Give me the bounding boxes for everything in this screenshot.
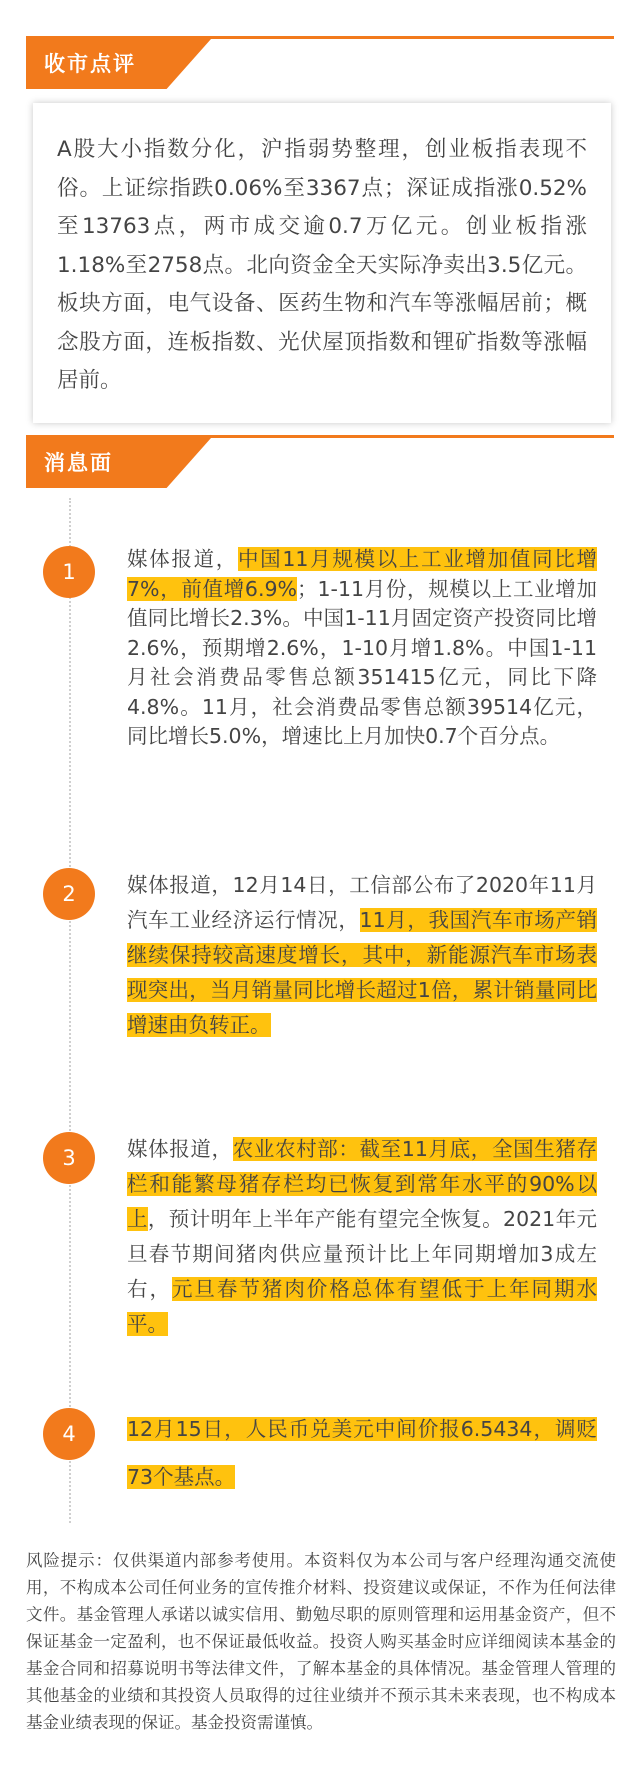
news-item-2 (127, 868, 597, 1043)
news-item-4 (127, 1405, 597, 1501)
risk-disclaimer: 风险提示：仅供渠道内部参考使用。本资料仅为本公司与客户经理沟通交流使用，不构成本公司任何业务的宣传推介材料、投资建议或保证，不作为任何法律文件。基金管理人承诺以诚实信用、勤勉尽职的原则管理和运用基金资产，但不保证基金一定盈利，也不保证最低收益。投资人购买基金时应详细阅读本基金的基金合同和招募说明书等法律文件，了解本基金的具体情况。基金管理人管理的其他基金的业绩和其投资人员取得的过往业绩并不预示其未来表现，也不构成本基金业绩表现的保证。基金投资需谨慎。 (26, 1551, 616, 1732)
news-highlight: 中国11月规模以上工业增加值同比增7%，前值增6.9% (127, 547, 597, 601)
news-highlight: 11月，我国汽车市场产销继续保持较高速度增长，其中，新能源汽车市场表现突出，当月销量同比增长超过1倍，累计销量同比增速由负转正。 (127, 908, 598, 1037)
news-text-part: ，预计明年上半年产能有望完全恢复。2021年元旦春节期间猪肉供应量预计比上年同期增加3成左右， (127, 1207, 598, 1301)
market-review-text: A股大小指数分化，沪指弱势整理，创业板指表现不俗。上证综指跌0.06%至3367点；深证成指涨0.52%至13763点，两市成交逾0.7万亿元。创业板指涨1.18%至2758点。北向资金全天实际净卖出3.5亿元。板块方面，电气设备、医药生物和汽车等涨幅居前；概念股方面，连板指数、光伏屋顶指数和锂矿指数等涨幅居前。 (57, 137, 587, 393)
section-title-market-review: 收市点评 (44, 52, 136, 76)
market-review-box (33, 103, 611, 423)
news-highlight: 12月15日，人民币兑美元中间价报6.5434，调贬73个基点。 (127, 1417, 597, 1489)
news-number-badge: 4 (43, 1408, 95, 1460)
news-number-badge: 1 (43, 546, 95, 598)
news-text-part: ；1-11月份，规模以上工业增加值同比增长2.3%。中国1-11月固定资产投资同比增2.6%，预期增2.6%，1-10月增1.8%。中国1-11月社会消费品零售总额351415亿元，同比下降4.8%。11月，社会消费品零售总额39514亿元，同比增长5.0%，增速比上月加快0.7个百分点。 (127, 576, 597, 748)
news-number-badge: 3 (43, 1132, 95, 1184)
news-number-badge: 2 (43, 868, 95, 920)
news-highlight: 农业农村部：截至11月底，全国生猪存栏和能繁母猪存栏均已恢复到常年水平的90%以上 (127, 1137, 598, 1231)
news-highlight: 元旦春节猪肉价格总体有望低于上年同期水平。 (127, 1277, 598, 1336)
news-text-part: 媒体报道， (127, 547, 238, 571)
news-text-part: 媒体报道，12月14日，工信部公布了2020年11月汽车工业经济运行情况， (127, 873, 597, 932)
news-text-part: 媒体报道， (127, 1137, 233, 1161)
news-item-3 (127, 1132, 597, 1342)
section-divider (26, 435, 614, 438)
news-item-1 (127, 545, 597, 752)
section-title-news: 消息面 (44, 451, 113, 475)
timeline-line (69, 498, 71, 1523)
